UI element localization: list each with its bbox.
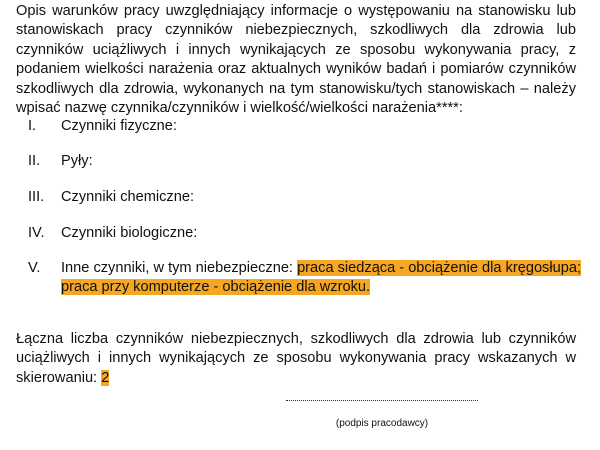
highlighted-answer: praca siedząca - obciążenie dla kręgosłupa; praca przy komputerze - obciążenie dla wzroku. <box>61 260 581 296</box>
item-label: Czynniki chemiczne: <box>61 189 195 205</box>
item-number: IV. <box>28 225 45 241</box>
item-label: Czynniki fizyczne: <box>61 118 177 134</box>
intro-paragraph: Opis warunków pracy uwzględniający informacje o występowaniu na stanowisku lub stanowiskach pracy czynników niebezpiecznych, szkodliwych dla zdrowia lub czynników uciążliwych i innych wynikających ze sposobu wykonywania pracy, z podaniem wielkości narażenia oraz aktualnych wyników badań i pomiarów czynników szkodliwych dla zdrowia, wykonanych na tym stanowisku/tych stanowiskach – należy wpisać nazwę czynnika/czynników i wielkość/wielkości narażenia****: <box>16 3 576 117</box>
item-number: I. <box>28 118 37 134</box>
item-label: Inne czynniki, w tym niebezpieczne: <box>61 260 293 276</box>
summary-text: Łączna liczba czynników niebezpiecznych, szkodliwych dla zdrowia lub czynników uciążliwych i innych wynikających ze sposobu wykonywania pracy wskazanych w skierowaniu: <box>16 331 576 386</box>
signature-caption: (podpis pracodawcy) <box>335 418 429 429</box>
item-number: III. <box>28 189 45 205</box>
item-number: II. <box>28 153 41 169</box>
item-number: V. <box>28 260 41 276</box>
item-label: Czynniki biologiczne: <box>61 225 198 241</box>
signature-line <box>286 400 478 401</box>
item-label: Pyły: <box>61 153 93 169</box>
summary-value: 2 <box>101 369 110 386</box>
summary-paragraph <box>16 330 576 388</box>
